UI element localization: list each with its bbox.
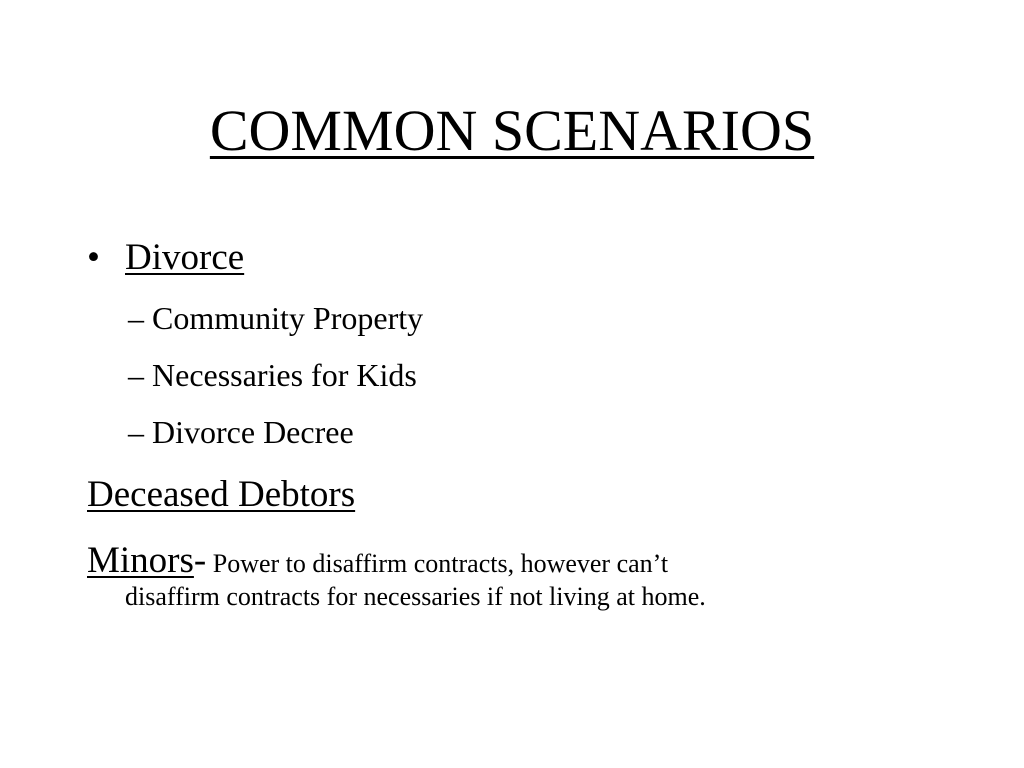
minors-text-line2: disaffirm contracts for necessaries if not living at home. [125, 582, 706, 611]
deceased-debtors [87, 473, 355, 517]
minors-dash: - [193, 540, 207, 581]
bullet-divorce [87, 236, 244, 280]
minors-paragraph [87, 540, 917, 613]
slide-title: COMMON SCENARIOS [209, 98, 815, 163]
minors-label: Minors [87, 540, 194, 581]
divorce-label: Divorce [125, 237, 245, 278]
minors-text-line1: Power to disaffirm contracts, however can’t [212, 549, 669, 578]
sub-item-community-property: – Community Property [128, 300, 424, 336]
deceased-debtors-label: Deceased Debtors [87, 474, 356, 515]
sub-item-necessaries-for-kids: – Necessaries for Kids [128, 357, 417, 393]
bullet-dot: • [87, 237, 100, 278]
sub-item-divorce-decree: – Divorce Decree [128, 414, 354, 450]
